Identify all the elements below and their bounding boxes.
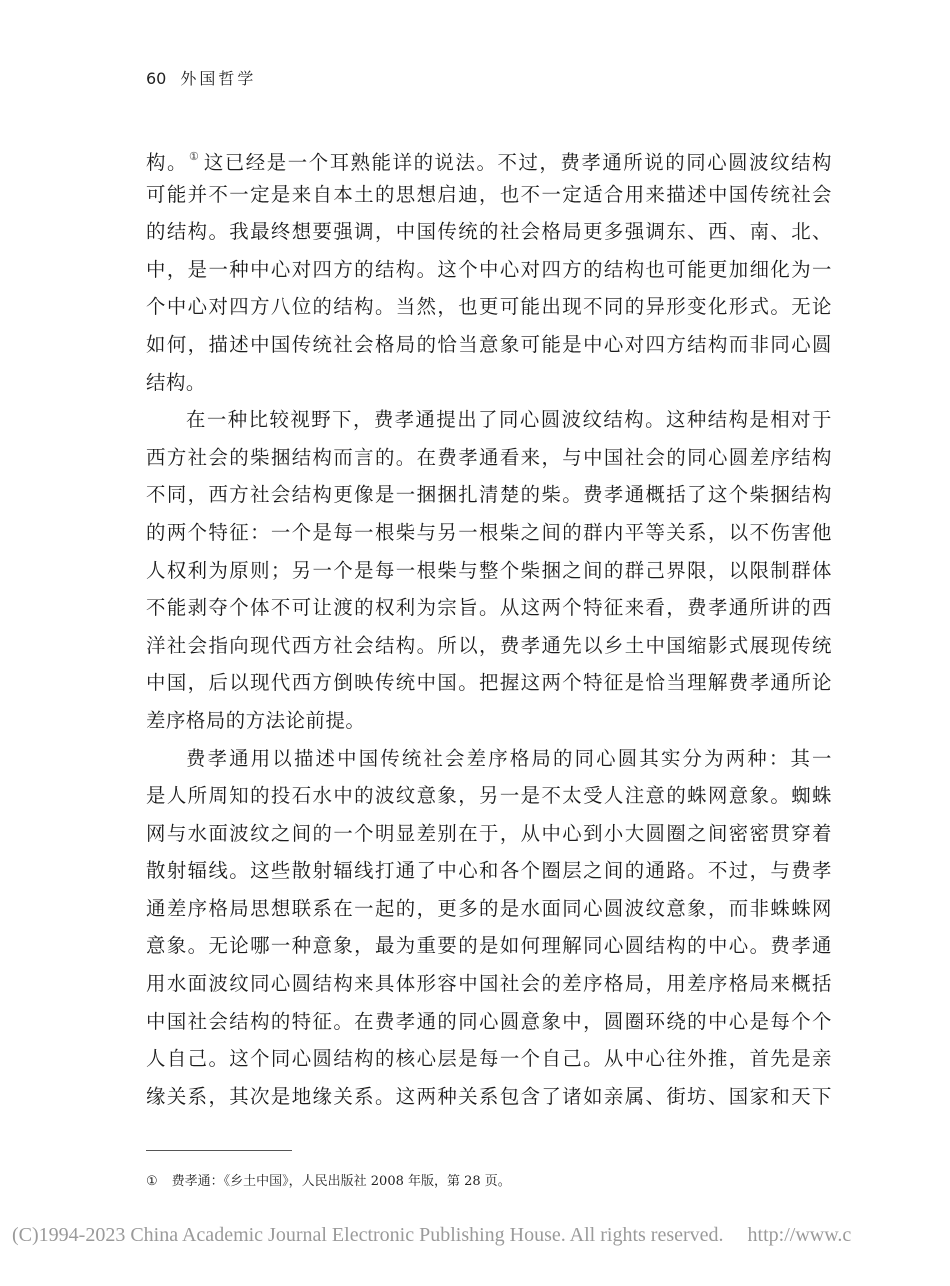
paragraph-line: 意象。无论哪一种意象，最为重要的是如何理解同心圆结构的中心。费孝通	[146, 934, 832, 958]
paragraph-line: 洋社会指向现代西方社会结构。所以，费孝通先以乡土中国缩影式展现传统	[146, 633, 832, 657]
paragraph-line: 是人所周知的投石水中的波纹意象，另一是不太受人注意的蛛网意象。蜘蛛	[146, 784, 832, 808]
paragraph-line: 中，是一种中心对四方的结构。这个中心对四方的结构也可能更加细化为一	[146, 257, 832, 281]
running-head	[146, 66, 256, 89]
page-number: 60	[146, 69, 167, 88]
paragraph-line: 人权利为原则；另一个是每一根柴与整个柴捆之间的群己界限，以限制群体	[146, 558, 832, 582]
paragraph-line: 西方社会的柴捆结构而言的。在费孝通看来，与中国社会的同心圆差序结构	[146, 445, 832, 469]
copyright-text: (C)1994-2023 China Academic Journal Electronic Publishing House. All rights reserved.	[12, 1224, 724, 1246]
paragraph-line: 散射辐线。这些散射辐线打通了中心和各个圈层之间的通路。不过，与费孝	[146, 859, 832, 883]
footnote-divider	[146, 1150, 292, 1151]
paragraph-line: 差序格局的方法论前提。	[146, 708, 366, 732]
paragraph-line: 如何，描述中国传统社会格局的恰当意象可能是中心对四方结构而非同心圆	[146, 332, 832, 356]
copyright-url: http://www.c	[747, 1224, 852, 1246]
paragraph-line: 的结构。我最终想要强调，中国传统的社会格局更多强调东、西、南、北、	[146, 220, 832, 244]
paragraph-line: 通差序格局思想联系在一起的，更多的是水面同心圆波纹意象，而非蛛蛛网	[146, 896, 832, 920]
paragraph-line	[146, 138, 832, 176]
paragraph-text: 构。	[146, 151, 188, 174]
body-text	[146, 138, 832, 1115]
paragraph-line: 人自己。这个同心圆结构的核心层是每一个自己。从中心往外推，首先是亲	[146, 1047, 832, 1071]
footnote-text: 费孝通：《乡土中国》，人民出版社 2008 年版，第 28 页。	[171, 1174, 511, 1189]
paragraph-line: 不同，西方社会结构更像是一捆捆扎清楚的柴。费孝通概括了这个柴捆结构	[146, 483, 832, 507]
paragraph-line: 不能剥夺个体不可让渡的权利为宗旨。从这两个特征来看，费孝通所讲的西	[146, 596, 832, 620]
footnote	[146, 1170, 511, 1189]
footnote-mark: ①	[146, 1174, 158, 1189]
paragraph-text: 这已经是一个耳熟能详的说法。不过，费孝通所说的同心圆波纹结构	[203, 151, 832, 174]
paragraph-line: 在一种比较视野下，费孝通提出了同心圆波纹结构。这种结构是相对于	[186, 408, 832, 432]
paragraph-line: 可能并不一定是来自本土的思想启迪，也不一定适合用来描述中国传统社会	[146, 182, 832, 206]
paragraph-line: 用水面波纹同心圆结构来具体形容中国社会的差序格局，用差序格局来概括	[146, 972, 832, 996]
paragraph-line: 中国，后以现代西方倒映传统中国。把握这两个特征是恰当理解费孝通所论	[146, 671, 832, 695]
paragraph-line: 个中心对四方八位的结构。当然，也更可能出现不同的异形变化形式。无论	[146, 295, 832, 319]
journal-title: 外国哲学	[180, 69, 257, 88]
footnote-reference[interactable]: ①	[188, 150, 200, 163]
paragraph-line: 结构。	[146, 370, 206, 394]
paragraph-line: 的两个特征：一个是每一根柴与另一根柴之间的群内平等关系，以不伤害他	[146, 520, 832, 544]
copyright-watermark	[12, 1224, 851, 1247]
paragraph-line: 费孝通用以描述中国传统社会差序格局的同心圆其实分为两种：其一	[186, 746, 832, 770]
paragraph-line: 中国社会结构的特征。在费孝通的同心圆意象中，圆圈环绕的中心是每个个	[146, 1009, 832, 1033]
paragraph-line: 缘关系，其次是地缘关系。这两种关系包含了诸如亲属、街坊、国家和天下	[146, 1084, 832, 1108]
paragraph-line: 网与水面波纹之间的一个明显差别在于，从中心到小大圆圈之间密密贯穿着	[146, 821, 832, 845]
